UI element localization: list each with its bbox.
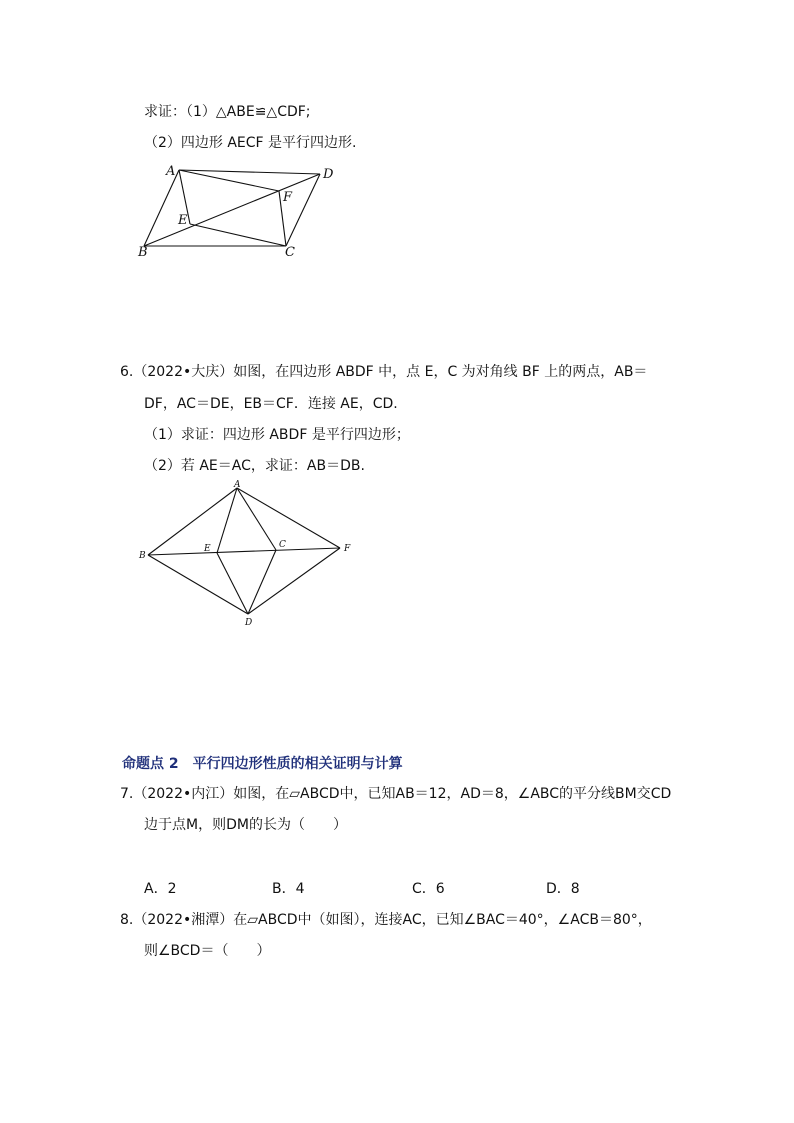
q7-line-2: 边于点M，则DM的长为（ ） (144, 817, 347, 833)
q5-parallelogram-figure (130, 160, 350, 265)
q6-segment-ac (237, 488, 276, 550)
q5-label-a: A (166, 164, 176, 179)
q6-quadrilateral-figure (130, 478, 360, 630)
q7-line-1: 7.（2022•内江）如图，在▱ABCD中，已知AB＝12，AD＝8，∠ABC的平分线BM交CD (120, 786, 672, 802)
q6-line-1: 6.（2022•大庆）如图，在四边形 ABDF 中，点 E，C 为对角线 BF 上的两点，AB＝ (120, 364, 648, 380)
q5-label-e: E (178, 213, 188, 228)
q6-segment-af (237, 488, 340, 548)
q6-line-2: DF，AC＝DE，EB＝CF．连接 AE，CD. (144, 396, 398, 412)
q6-segment-ae (217, 488, 237, 553)
q6-segment-fd (248, 548, 340, 614)
q5-segment-ba (144, 170, 179, 246)
q5-segment-dc (286, 174, 320, 246)
q5-diagonal-bd (144, 174, 320, 246)
q7-choice-b: B．4 (272, 881, 305, 897)
q7-choice-c: C．6 (412, 881, 445, 897)
q6-diagonal-bf (148, 548, 340, 555)
q7-choice-a: A．2 (144, 881, 177, 897)
q8-line-1: 8.（2022•湘潭）在▱ABCD中（如图），连接AC，已知∠BAC＝40°，∠ACB＝80°， (120, 912, 652, 928)
q5-line-2: （2）四边形 AECF 是平行四边形. (144, 135, 357, 151)
q6-line-3: （1）求证：四边形 ABDF 是平行四边形； (144, 427, 410, 443)
section-heading: 命题点 2 平行四边形性质的相关证明与计算 (122, 756, 403, 772)
q6-label-d: D (245, 618, 253, 628)
q6-label-e: E (204, 544, 211, 554)
q8-line-2: 则∠BCD＝（ ） (144, 943, 271, 959)
q5-segment-ec (190, 224, 286, 246)
q5-label-c: C (285, 245, 295, 260)
q6-segment-ab (148, 488, 237, 555)
q5-label-f: F (283, 190, 293, 205)
q7-choice-d: D．8 (546, 881, 580, 897)
q6-line-4: （2）若 AE＝AC，求证：AB＝DB. (144, 458, 365, 474)
q6-label-b: B (139, 551, 146, 561)
q5-line-1: 求证：（1）△ABE≌△CDF; (144, 104, 311, 120)
q6-label-c: C (279, 540, 286, 550)
q5-segment-fa (179, 170, 279, 191)
q5-segment-ad (179, 170, 320, 174)
q5-label-b: B (138, 245, 148, 260)
q5-label-d: D (323, 167, 334, 182)
q6-label-a: A (234, 480, 241, 490)
q6-label-f: F (344, 544, 351, 554)
